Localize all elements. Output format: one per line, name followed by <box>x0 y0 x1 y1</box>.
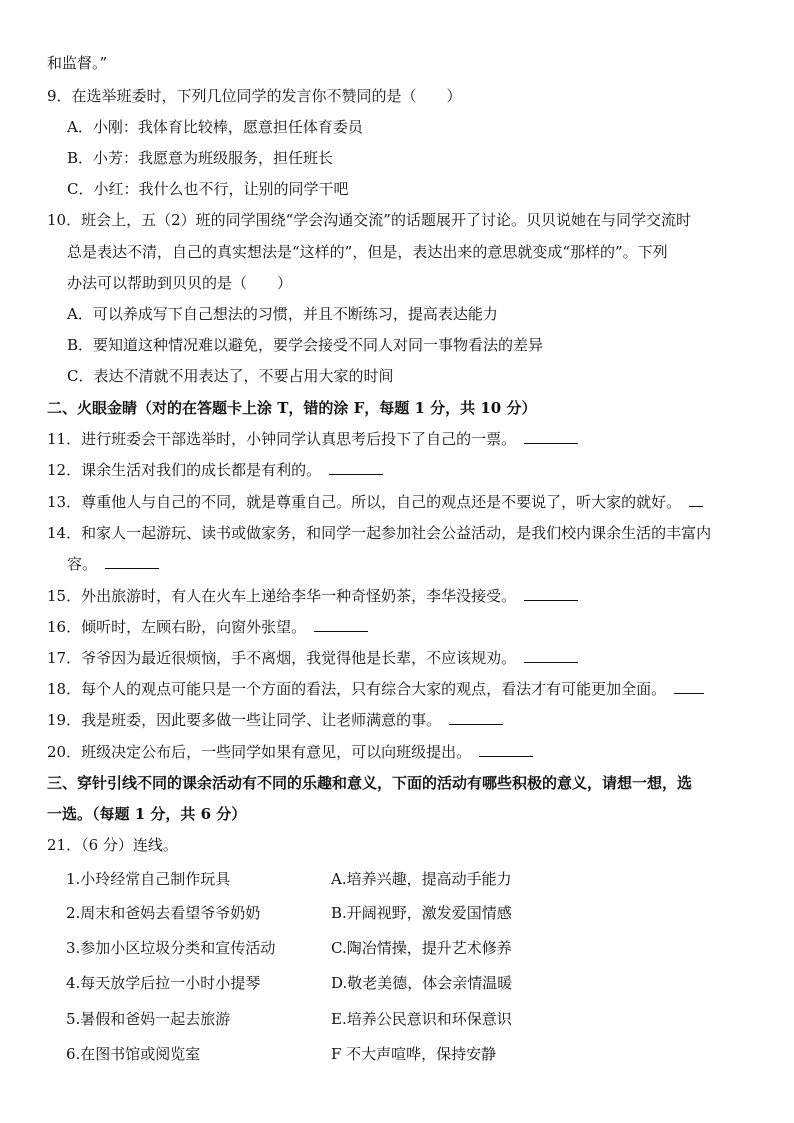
q16-text: 16．倾听时，左顾右盼，向窗外张望。 <box>47 618 307 636</box>
answer-blank <box>524 648 578 663</box>
question-11 <box>47 429 578 449</box>
question-17 <box>47 648 578 668</box>
answer-blank <box>524 429 578 444</box>
answer-blank <box>105 554 159 569</box>
q18-text: 18．每个人的观点可能只是一个方面的看法，只有综合大家的观点，看法才有可能更加全面。 <box>47 680 667 698</box>
question-10-line-2: 总是表达不清，自己的真实想法是“这样的”，但是，表达出来的意思就变成“那样的”。下列 <box>67 243 668 261</box>
question-18 <box>47 679 704 699</box>
answer-blank <box>449 710 503 725</box>
question-10-line-1: 10．班会上，五（2）班的同学围绕“学会沟通交流”的话题展开了讨论。贝贝说她在与同学交流时 <box>47 211 691 229</box>
answer-blank <box>329 460 383 475</box>
q9-option-a: A．小刚：我体育比较棒，愿意担任体育委员 <box>67 118 363 136</box>
question-15 <box>47 586 578 606</box>
question-14-line-2 <box>67 554 159 574</box>
answer-blank <box>524 586 578 601</box>
q9-option-b: B．小芳：我愿意为班级服务，担任班长 <box>67 149 334 167</box>
question-21: 21．（6 分）连线。 <box>47 836 178 854</box>
question-19 <box>47 710 503 730</box>
question-13 <box>47 492 703 512</box>
q15-text: 15．外出旅游时，有人在火车上递给李华一种奇怪奶茶，李华没接受。 <box>47 587 517 605</box>
match-left-item: 3.参加小区垃圾分类和宣传活动 <box>66 939 276 957</box>
q10-option-c: C．表达不清就不用表达了，不要占用大家的时间 <box>67 367 394 385</box>
q13-text: 13．尊重他人与自己的不同，就是尊重自己。所以，自己的观点还是不要说了，听大家的就好。 <box>47 493 682 511</box>
q12-text: 12．课余生活对我们的成长都是有利的。 <box>47 461 322 479</box>
q19-text: 19．我是班委，因此要多做一些让同学、让老师满意的事。 <box>47 711 442 729</box>
match-right-item: D.敬老美德，体会亲情温暖 <box>331 974 513 992</box>
q10-option-a: A．可以养成写下自己想法的习惯，并且不断练习，提高表达能力 <box>67 305 498 323</box>
answer-blank <box>314 617 368 632</box>
section-3-heading-line-2: 一选。（每题 1 分，共 6 分） <box>47 805 247 823</box>
q17-text: 17．爷爷因为最近很烦恼，手不离烟，我觉得他是长辈，不应该规劝。 <box>47 649 517 667</box>
q14-text: 容。 <box>67 555 98 573</box>
answer-blank <box>479 742 533 757</box>
match-right-item: E.培养公民意识和环保意识 <box>331 1010 512 1028</box>
question-14-line-1: 14．和家人一起游玩、读书或做家务，和同学一起参加社会公益活动，是我们校内课余生活的丰富内 <box>47 524 712 542</box>
match-left-item: 2.周末和爸妈去看望爷爷奶奶 <box>66 904 261 922</box>
question-16 <box>47 617 368 637</box>
question-20 <box>47 742 533 762</box>
question-9: 9．在选举班委时，下列几位同学的发言你不赞同的是（ ） <box>47 87 462 105</box>
q10-option-b: B．要知道这种情况难以避免，要学会接受不同人对同一事物看法的差异 <box>67 336 544 354</box>
q9-option-c: C．小红：我什么也不行，让别的同学干吧 <box>67 180 349 198</box>
section-2-heading: 二、火眼金睛（对的在答题卡上涂 T，错的涂 F，每题 1 分，共 10 分） <box>47 399 537 417</box>
match-right-item: C.陶冶情操，提升艺术修养 <box>331 939 512 957</box>
match-right-item: B.开阔视野，激发爱国情感 <box>331 904 512 922</box>
match-right-item: A.培养兴趣，提高动手能力 <box>331 870 512 888</box>
match-left-item: 6.在图书馆或阅览室 <box>66 1045 201 1063</box>
section-3-heading-line-1: 三、穿针引线不同的课余活动有不同的乐趣和意义，下面的活动有哪些积极的意义，请想一想，选 <box>47 774 693 792</box>
answer-blank <box>689 492 703 507</box>
match-left-item: 5.暑假和爸妈一起去旅游 <box>66 1010 231 1028</box>
match-left-item: 1.小玲经常自己制作玩具 <box>66 870 231 888</box>
q20-text: 20．班级决定公布后，一些同学如果有意见，可以向班级提出。 <box>47 743 472 761</box>
answer-blank <box>674 679 704 694</box>
question-10-line-3: 办法可以帮助到贝贝的是（ ） <box>67 274 293 292</box>
match-left-item: 4.每天放学后拉一小时小提琴 <box>66 974 261 992</box>
question-12 <box>47 460 383 480</box>
continued-text: 和监督。” <box>47 54 108 72</box>
q11-text: 11．进行班委会干部选举时，小钟同学认真思考后投下了自己的一票。 <box>47 430 517 448</box>
match-right-item: F 不大声喧哗，保持安静 <box>331 1045 497 1063</box>
